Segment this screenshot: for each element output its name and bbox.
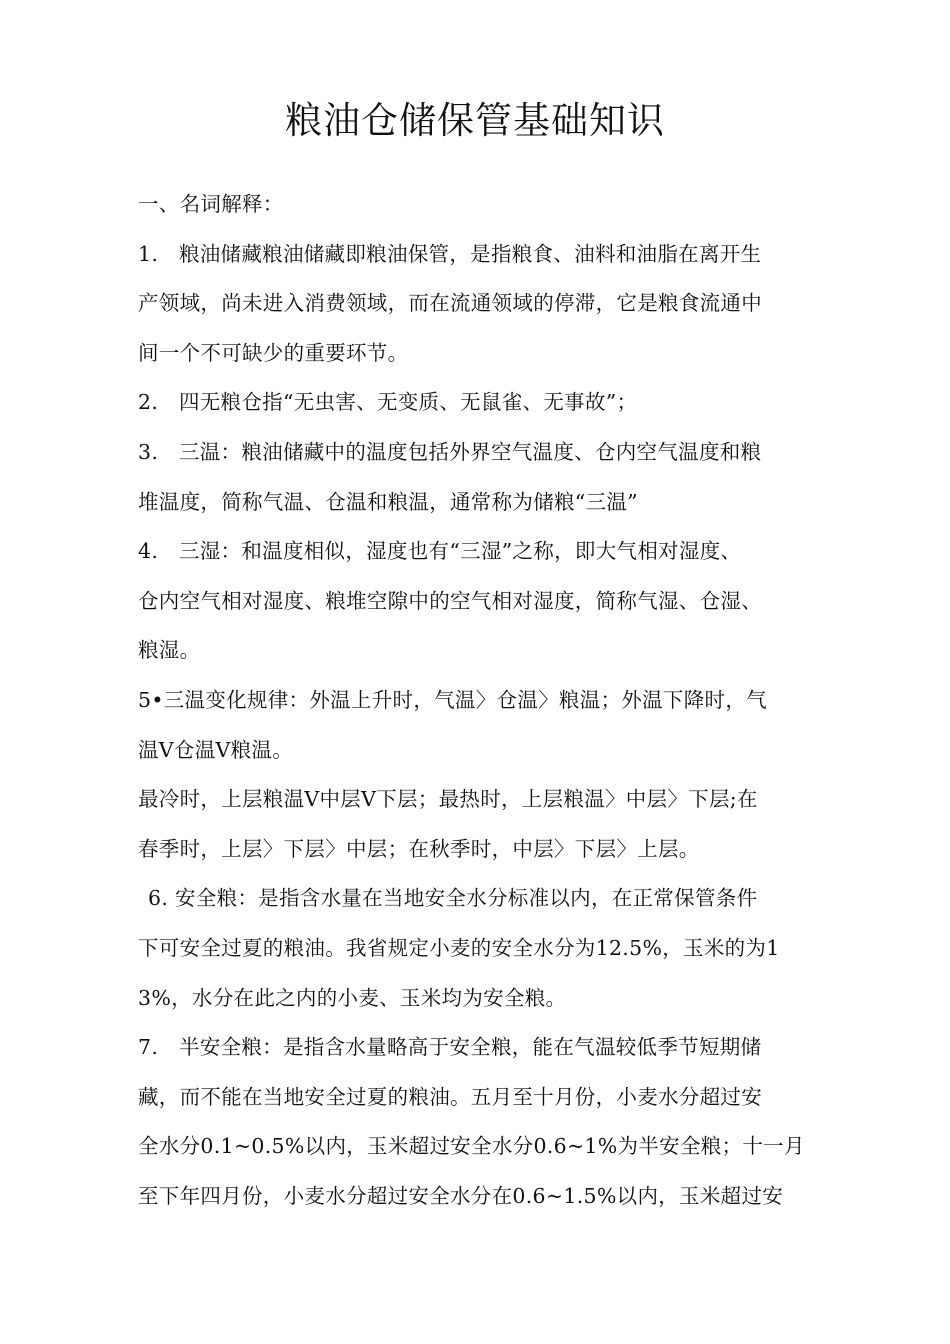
document-title: 粮油仓储保管基础知识 [285, 99, 665, 142]
paragraph-line: 3. 三温：粮油储藏中的温度包括外界空气温度、仓内空气温度和粮 [138, 439, 762, 464]
paragraph-line: 7. 半安全粮：是指含水量略高于安全粮，能在气温较低季节短期储 [138, 1035, 762, 1060]
paragraph-line: 6. 安全粮：是指含水量在当地安全水分标准以内，在正常保管条件 [148, 886, 758, 911]
section-heading: 一、名词解释： [138, 192, 284, 216]
document-body [138, 180, 818, 1221]
paragraph-line: 堆温度，简称气温、仓温和粮温，通常称为储粮“三温” [138, 489, 638, 514]
paragraph-line: 至下年四月份，小麦水分超过安全水分在0.6~1.5%以内，玉米超过安 [138, 1183, 784, 1208]
paragraph-line: 产领域，尚未进入消费领域，而在流通领域的停滞，它是粮食流通中 [138, 291, 762, 316]
paragraph-line: 仓内空气相对湿度、粮堆空隙中的空气相对湿度，简称气湿、仓湿、 [138, 588, 762, 613]
paragraph-line: 3%，水分在此之内的小麦、玉米均为安全粮。 [138, 985, 567, 1010]
paragraph-line: 全水分0.1~0.5%以内，玉米超过安全水分0.6~1%为半安全粮；十一月 [138, 1134, 805, 1159]
paragraph-line: 1. 粮油储藏粮油储藏即粮油保管，是指粮食、油料和油脂在离开生 [138, 241, 762, 266]
paragraph-line: 下可安全过夏的粮油。我省规定小麦的安全水分为12.5%，玉米的为1 [138, 935, 780, 960]
paragraph-line: 2. 四无粮仓指“无虫害、无变质、无鼠雀、无事故”； [138, 390, 638, 415]
paragraph-line: 温V仓温V粮温。 [138, 737, 294, 762]
paragraph-line: 间一个不可缺少的重要环节。 [138, 340, 409, 365]
paragraph-line: 4. 三湿：和温度相似，湿度也有“三湿”之称，即大气相对湿度、 [138, 539, 742, 564]
paragraph-line: 最冷时，上层粮温V中层V下层；最热时，上层粮温〉中层〉下层;在 [138, 787, 758, 812]
paragraph-line: 粮湿。 [138, 638, 201, 663]
paragraph-line: 春季时，上层〉下层〉中层；在秋季时，中层〉下层〉上层。 [138, 836, 700, 861]
paragraph-line: 5•三温变化规律：外温上升时，气温〉仓温〉粮温；外温下降时，气 [138, 687, 767, 712]
paragraph-line: 藏，而不能在当地安全过夏的粮油。五月至十月份，小麦水分超过安 [138, 1084, 762, 1109]
